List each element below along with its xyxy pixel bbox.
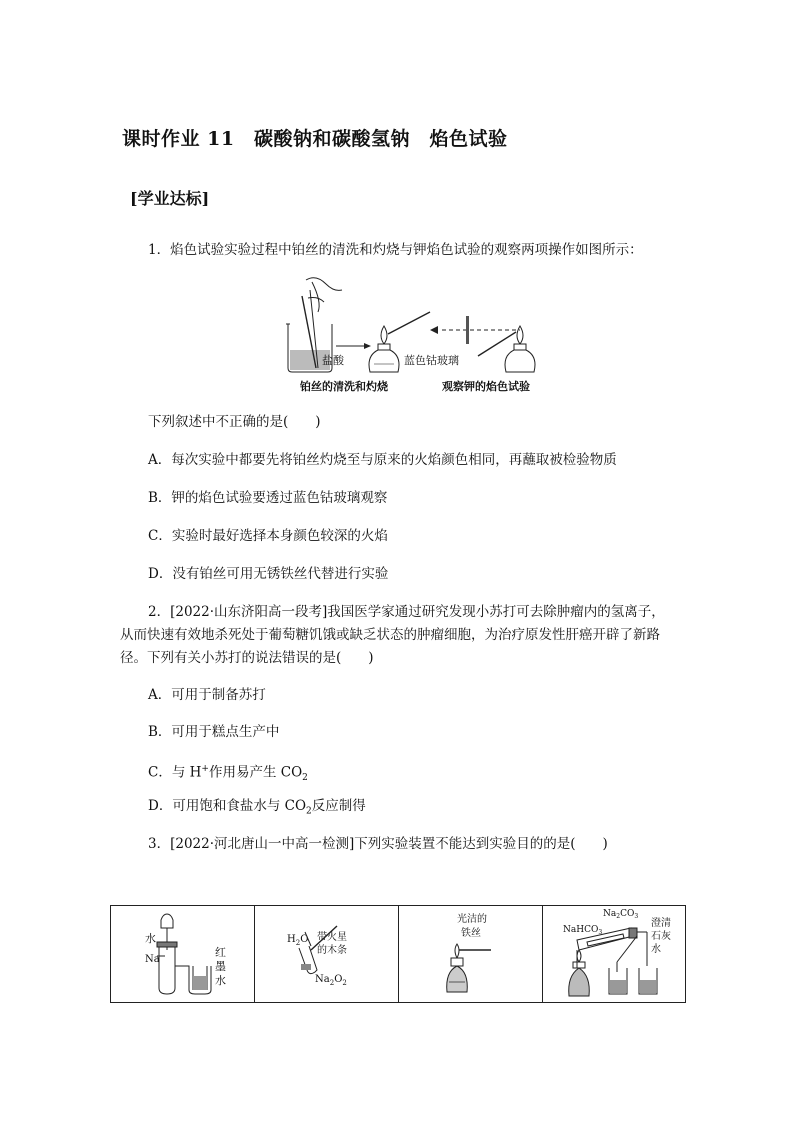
caption-left: 铂丝的清洗和灼烧 xyxy=(300,380,388,393)
label-lime-2: 石灰 xyxy=(651,931,671,942)
label-na: Na xyxy=(145,954,160,965)
q1-prompt: 下列叙述中不正确的是( ) xyxy=(148,414,321,430)
label-na2co3: $Na_2CO_3$ xyxy=(603,909,639,920)
label-splint-2: 的木条 xyxy=(317,945,347,956)
label-na2o2: $Na_2O_2$ xyxy=(315,974,347,987)
label-hcl: 盐酸 xyxy=(322,354,344,367)
apparatus-a-drawing xyxy=(111,906,254,1002)
label-wire-2: 铁丝 xyxy=(461,928,481,939)
q1-option-d: D．没有铂丝可用无锈铁丝代替进行实验 xyxy=(148,566,389,582)
q1-stem: 1．焰色试验实验过程中铂丝的清洗和灼烧与钾焰色试验的观察两项操作如图所示： xyxy=(148,242,643,258)
apparatus-b xyxy=(255,906,399,1002)
label-lime-3: 水 xyxy=(651,944,661,955)
caption-right: 观察钾的焰色试验 xyxy=(442,380,530,393)
label-splint-1: 带火星 xyxy=(317,932,347,943)
q1-option-c: C．实验时最好选择本身颜色较深的火焰 xyxy=(148,528,388,544)
q3-stem: 3．[2022·河北唐山一中高一检测]下列实验装置不能达到实验目的的是( ) xyxy=(148,836,608,852)
q2-option-c: C．与 H+作用易产生 $CO_2$ xyxy=(148,764,308,784)
label-cobalt: 蓝色钴玻璃 xyxy=(404,354,459,367)
apparatus-d xyxy=(543,906,686,1002)
eye-icon xyxy=(430,326,438,334)
page-title: 课时作业 11 碳酸钠和碳酸氢钠 焰色试验 xyxy=(122,128,508,150)
apparatus-a xyxy=(111,906,255,1002)
label-wire-1: 光洁的 xyxy=(457,914,487,925)
cobalt-glass xyxy=(466,316,469,344)
q3-apparatus-table xyxy=(110,905,686,1003)
label-red-3: 水 xyxy=(215,974,226,987)
label-red-2: 墨 xyxy=(215,960,226,973)
apparatus-d-drawing xyxy=(543,906,686,1002)
section-heading: [学业达标] xyxy=(130,189,210,208)
label-water: 水 xyxy=(145,932,156,945)
label-red-1: 红 xyxy=(215,946,226,959)
q2-stem-line3: 径。下列有关小苏打的说法错误的是( ) xyxy=(120,650,374,666)
q2-option-a: A．可用于制备苏打 xyxy=(148,687,266,703)
label-lime-1: 澄清 xyxy=(651,918,671,929)
q1-option-a: A．每次实验中都要先将铂丝灼烧至与原来的火焰颜色相同，再蘸取被检验物质 xyxy=(148,452,617,468)
q2-option-d: D．可用饱和食盐水与 $CO_2$反应制得 xyxy=(148,798,366,817)
label-nahco3: NaHCO$_3$ xyxy=(563,925,603,936)
q2-option-b: B．可用于糕点生产中 xyxy=(148,724,280,740)
apparatus-b-drawing xyxy=(255,906,398,1002)
apparatus-c-drawing xyxy=(399,906,542,1002)
q1-option-b: B．钾的焰色试验要透过蓝色钴玻璃观察 xyxy=(148,490,388,506)
label-h2o: $H_2O$ xyxy=(287,934,309,947)
alcohol-lamp-2 xyxy=(478,326,535,372)
q1-figure xyxy=(282,272,552,400)
q2-stem-line1: 2．[2022·山东济阳高一段考]我国医学家通过研究发现小苏打可去除肿瘤内的氢离子， xyxy=(148,604,665,620)
apparatus-c xyxy=(399,906,543,1002)
process-arrow xyxy=(336,343,371,349)
q2-stem-line2: 从而快速有效地杀死处于葡萄糖饥饿或缺乏状态的肿瘤细胞，为治疗原发性肝癌开辟了新路 xyxy=(120,627,660,643)
